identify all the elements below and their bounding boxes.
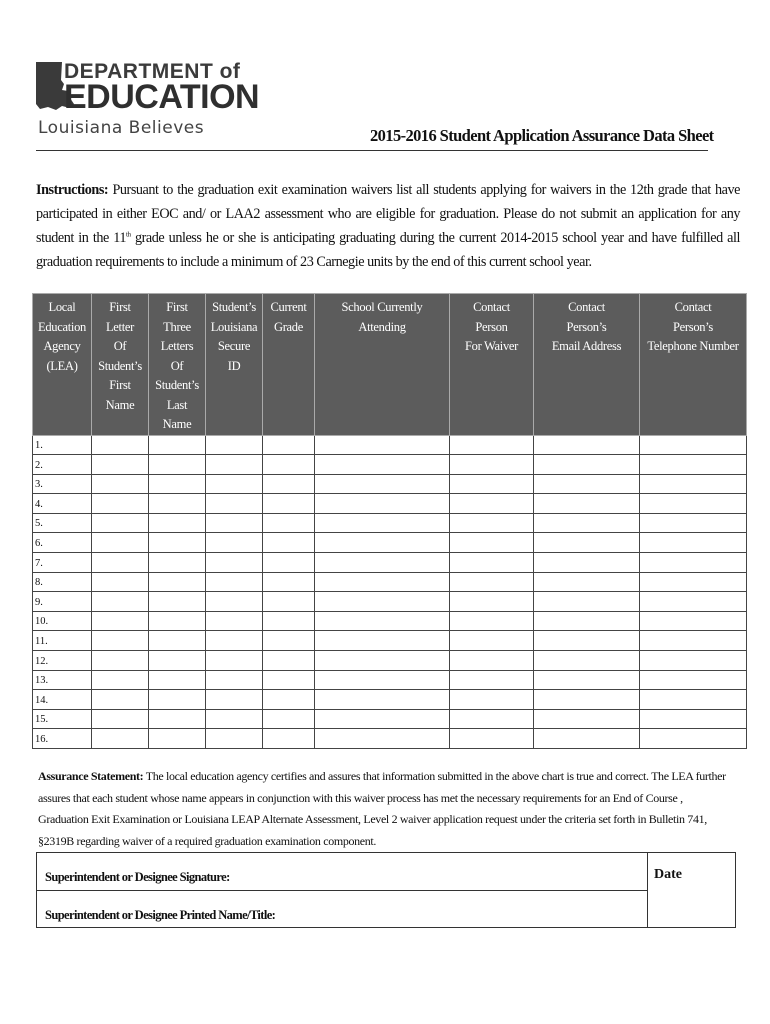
logo-tagline: Louisiana Believes — [38, 118, 205, 138]
table-cell[interactable] — [315, 690, 450, 710]
column-header-line: Contact — [568, 300, 605, 314]
table-cell[interactable] — [206, 670, 263, 690]
table-cell[interactable] — [450, 455, 534, 475]
table-cell[interactable] — [149, 690, 206, 710]
table-cell[interactable] — [534, 494, 640, 514]
table-cell[interactable] — [92, 494, 149, 514]
table-cell[interactable] — [149, 729, 206, 749]
table-cell[interactable] — [92, 455, 149, 475]
row-number: 12. — [33, 651, 92, 671]
table-cell[interactable] — [534, 455, 640, 475]
table-cell[interactable] — [206, 553, 263, 573]
table-cell[interactable] — [640, 474, 747, 494]
column-header-line: (LEA) — [46, 358, 78, 373]
table-cell[interactable] — [263, 631, 315, 651]
signature-box — [36, 852, 736, 928]
column-header — [450, 294, 534, 436]
table-cell[interactable] — [149, 513, 206, 533]
table-cell[interactable] — [315, 709, 450, 729]
column-header — [263, 294, 315, 436]
table-cell[interactable] — [92, 435, 149, 455]
table-cell[interactable] — [206, 435, 263, 455]
table-row — [33, 533, 747, 553]
table-cell[interactable] — [315, 513, 450, 533]
table-cell[interactable] — [315, 631, 450, 651]
assurance-statement — [38, 766, 732, 852]
table-cell[interactable] — [263, 709, 315, 729]
table-cell[interactable] — [640, 494, 747, 514]
table-cell[interactable] — [263, 533, 315, 553]
table-cell[interactable] — [450, 690, 534, 710]
row-number: 14. — [33, 690, 92, 710]
row-number: 7. — [33, 553, 92, 573]
column-header-line: First — [109, 378, 131, 392]
table-row — [33, 651, 747, 671]
table-cell[interactable] — [534, 533, 640, 553]
column-header — [534, 294, 640, 436]
table-cell[interactable] — [149, 435, 206, 455]
table-cell[interactable] — [640, 670, 747, 690]
signature-divider — [647, 853, 648, 927]
column-header — [315, 294, 450, 436]
table-row — [33, 709, 747, 729]
table-cell[interactable] — [92, 553, 149, 573]
table-cell[interactable] — [206, 729, 263, 749]
table-cell[interactable] — [534, 651, 640, 671]
table-cell[interactable] — [315, 435, 450, 455]
table-cell[interactable] — [315, 611, 450, 631]
table-cell[interactable] — [534, 513, 640, 533]
table-cell[interactable] — [315, 572, 450, 592]
table-cell[interactable] — [534, 474, 640, 494]
table-cell[interactable] — [263, 690, 315, 710]
table-cell[interactable] — [450, 651, 534, 671]
table-cell[interactable] — [206, 709, 263, 729]
column-header-line: First — [109, 300, 131, 314]
table-cell[interactable] — [534, 729, 640, 749]
column-header-line: Of — [170, 358, 184, 373]
column-header-line: Person’s — [566, 319, 607, 334]
column-header — [640, 294, 747, 436]
table-cell[interactable] — [640, 553, 747, 573]
table-cell[interactable] — [263, 572, 315, 592]
table-cell[interactable] — [315, 474, 450, 494]
table-cell[interactable] — [263, 553, 315, 573]
instructions-text-2: grade unless he or she is anticipating graduating during the current 2014-2015 school year and have fulfilled all graduation requirements to include a minimum of 23 Carnegie units by the end of this current school year. — [36, 230, 740, 270]
row-number: 5. — [33, 513, 92, 533]
table-cell[interactable] — [450, 709, 534, 729]
table-row — [33, 553, 747, 573]
column-header-line: Local — [48, 300, 76, 314]
table-cell[interactable] — [315, 533, 450, 553]
table-cell[interactable] — [263, 494, 315, 514]
column-header-line: For Waiver — [464, 339, 519, 353]
column-header-line: Last — [166, 397, 188, 412]
table-cell[interactable] — [315, 651, 450, 671]
table-cell[interactable] — [450, 611, 534, 631]
table-cell[interactable] — [92, 690, 149, 710]
column-header-line: Student’s — [98, 358, 142, 373]
table-cell[interactable] — [263, 474, 315, 494]
column-header-line: Student’s — [155, 378, 199, 392]
logo-education-text: EDUCATION — [64, 78, 260, 116]
table-cell[interactable] — [450, 494, 534, 514]
column-header-line: Louisiana — [210, 319, 258, 334]
table-cell[interactable] — [534, 670, 640, 690]
table-cell[interactable] — [640, 729, 747, 749]
table-cell[interactable] — [92, 572, 149, 592]
column-header-line: Student’s — [212, 300, 256, 314]
column-header-line: Secure — [217, 339, 251, 353]
row-number: 8. — [33, 572, 92, 592]
table-cell[interactable] — [92, 592, 149, 612]
table-cell[interactable] — [640, 533, 747, 553]
table-cell[interactable] — [640, 631, 747, 651]
column-header-line: Of — [113, 339, 127, 353]
table-cell[interactable] — [315, 494, 450, 514]
table-cell[interactable] — [263, 513, 315, 533]
table-cell[interactable] — [206, 611, 263, 631]
table-cell[interactable] — [640, 513, 747, 533]
instructions-superscript: th — [126, 230, 131, 239]
table-cell[interactable] — [315, 729, 450, 749]
table-cell[interactable] — [263, 611, 315, 631]
student-data-table — [32, 293, 747, 749]
table-cell[interactable] — [450, 572, 534, 592]
table-cell[interactable] — [149, 494, 206, 514]
instructions-text-1: Pursuant to the graduation exit examination waivers list all students applying for waivers in the 12th grade that have participated in either EOC and/ or LAA2 assessment who are eligible for graduation. Please do not submit an application for any student in the 11 — [36, 182, 740, 246]
table-cell[interactable] — [534, 435, 640, 455]
table-cell[interactable] — [92, 631, 149, 651]
row-number: 2. — [33, 455, 92, 475]
table-cell[interactable] — [534, 690, 640, 710]
printed-name-label: Superintendent or Designee Printed Name/Title: — [45, 908, 276, 922]
table-cell[interactable] — [534, 592, 640, 612]
logo-department-text: DEPARTMENT of — [64, 60, 241, 83]
table-cell[interactable] — [149, 709, 206, 729]
table-cell[interactable] — [534, 709, 640, 729]
table-row — [33, 572, 747, 592]
department-logo — [34, 56, 260, 142]
table-cell[interactable] — [450, 729, 534, 749]
table-cell[interactable] — [206, 513, 263, 533]
table-cell[interactable] — [206, 494, 263, 514]
table-cell[interactable] — [149, 572, 206, 592]
table-cell[interactable] — [450, 670, 534, 690]
table-row — [33, 670, 747, 690]
column-header-line: Letters — [160, 339, 194, 353]
table-cell[interactable] — [263, 729, 315, 749]
table-row — [33, 611, 747, 631]
column-header-line: Agency — [43, 339, 81, 353]
column-header-line: Grade — [273, 319, 304, 334]
column-header — [33, 294, 92, 436]
column-header-line: Telephone Number — [647, 339, 739, 353]
table-cell[interactable] — [450, 533, 534, 553]
table-cell[interactable] — [263, 455, 315, 475]
column-header-line: Contact — [674, 300, 712, 314]
table-cell[interactable] — [149, 455, 206, 475]
table-cell[interactable] — [206, 651, 263, 671]
instructions-paragraph — [36, 178, 740, 274]
row-number: 11. — [33, 631, 92, 651]
row-number: 1. — [33, 435, 92, 455]
column-header-line: Contact — [473, 300, 510, 314]
table-cell[interactable] — [315, 455, 450, 475]
table-cell[interactable] — [450, 631, 534, 651]
table-cell[interactable] — [92, 533, 149, 553]
table-cell[interactable] — [149, 553, 206, 573]
table-cell[interactable] — [149, 533, 206, 553]
table-cell[interactable] — [92, 474, 149, 494]
table-cell[interactable] — [534, 611, 640, 631]
row-number: 15. — [33, 709, 92, 729]
table-cell[interactable] — [534, 631, 640, 651]
column-header — [92, 294, 149, 436]
column-header-line: Name — [105, 397, 135, 412]
table-cell[interactable] — [149, 631, 206, 651]
table-cell[interactable] — [263, 592, 315, 612]
page-title: 2015-2016 Student Application Assurance Data Sheet — [370, 126, 714, 145]
table-cell[interactable] — [263, 651, 315, 671]
table-cell[interactable] — [206, 455, 263, 475]
table-cell[interactable] — [640, 709, 747, 729]
table-row — [33, 474, 747, 494]
row-number: 10. — [33, 611, 92, 631]
table-cell[interactable] — [640, 455, 747, 475]
column-header — [149, 294, 206, 436]
table-header-row — [33, 294, 747, 436]
table-cell[interactable] — [640, 651, 747, 671]
table-cell[interactable] — [534, 553, 640, 573]
table-row — [33, 690, 747, 710]
table-cell[interactable] — [149, 592, 206, 612]
table-row — [33, 435, 747, 455]
table-cell[interactable] — [640, 690, 747, 710]
table-cell[interactable] — [315, 553, 450, 573]
row-number: 13. — [33, 670, 92, 690]
column-header-line: First — [166, 300, 188, 314]
table-cell[interactable] — [640, 435, 747, 455]
table-cell[interactable] — [206, 631, 263, 651]
instructions-label: Instructions: — [36, 182, 109, 198]
table-cell[interactable] — [92, 651, 149, 671]
column-header-line: Person — [475, 319, 508, 334]
row-number: 3. — [33, 474, 92, 494]
table-cell[interactable] — [206, 474, 263, 494]
column-header-line: Current — [270, 300, 307, 314]
table-cell[interactable] — [149, 670, 206, 690]
table-body — [33, 435, 747, 749]
table-cell[interactable] — [149, 474, 206, 494]
row-number: 16. — [33, 729, 92, 749]
column-header-line: Letter — [105, 319, 135, 334]
assurance-label: Assurance Statement: — [38, 769, 144, 783]
table-cell[interactable] — [92, 729, 149, 749]
date-label: Date — [654, 867, 682, 882]
table-cell[interactable] — [450, 474, 534, 494]
table-cell[interactable] — [92, 670, 149, 690]
table-cell[interactable] — [640, 611, 747, 631]
column-header-line: Three — [163, 319, 191, 334]
column-header-line: School Currently Attending — [341, 300, 423, 334]
table-row — [33, 494, 747, 514]
row-number: 9. — [33, 592, 92, 612]
title-divider — [36, 150, 708, 151]
table-cell[interactable] — [450, 435, 534, 455]
signature-field[interactable] — [37, 853, 647, 891]
table-cell[interactable] — [640, 592, 747, 612]
table-row — [33, 631, 747, 651]
table-cell[interactable] — [263, 435, 315, 455]
table-cell[interactable] — [92, 513, 149, 533]
table-cell[interactable] — [315, 592, 450, 612]
row-number: 6. — [33, 533, 92, 553]
table-cell[interactable] — [450, 553, 534, 573]
table-cell[interactable] — [450, 592, 534, 612]
table-cell[interactable] — [206, 572, 263, 592]
column-header-line: Person’s — [673, 319, 713, 334]
table-cell[interactable] — [534, 572, 640, 592]
table-row — [33, 592, 747, 612]
signature-label: Superintendent or Designee Signature: — [45, 870, 230, 884]
table-cell[interactable] — [92, 611, 149, 631]
assurance-text: The local education agency certifies and assures that information submitted in the above chart is true and correct. The LEA further assures that each student whose name appears in conjunction with this waiver process has met the necessary requirements for an End of Course , Graduation Exit Examination or Louisiana LEAP Alternate Assessment, Level 2 waiver application request under the criteria set forth in Bulletin 741, §2319B regarding waiver of a required graduation examination component. — [38, 769, 726, 848]
table-cell[interactable] — [206, 592, 263, 612]
row-number: 4. — [33, 494, 92, 514]
table-cell[interactable] — [206, 533, 263, 553]
table-row — [33, 729, 747, 749]
table-cell[interactable] — [206, 690, 263, 710]
table-cell[interactable] — [263, 670, 315, 690]
table-cell[interactable] — [149, 611, 206, 631]
printed-name-field[interactable] — [37, 891, 647, 929]
column-header-line: ID — [227, 358, 241, 373]
table-cell[interactable] — [640, 572, 747, 592]
table-cell[interactable] — [92, 709, 149, 729]
table-cell[interactable] — [315, 670, 450, 690]
table-row — [33, 455, 747, 475]
column-header-line: Education — [38, 319, 86, 334]
column-header-line: Name — [162, 417, 192, 431]
table-cell[interactable] — [450, 513, 534, 533]
column-header — [206, 294, 263, 436]
column-header-line: Email Address — [551, 339, 622, 353]
table-row — [33, 513, 747, 533]
table-cell[interactable] — [149, 651, 206, 671]
